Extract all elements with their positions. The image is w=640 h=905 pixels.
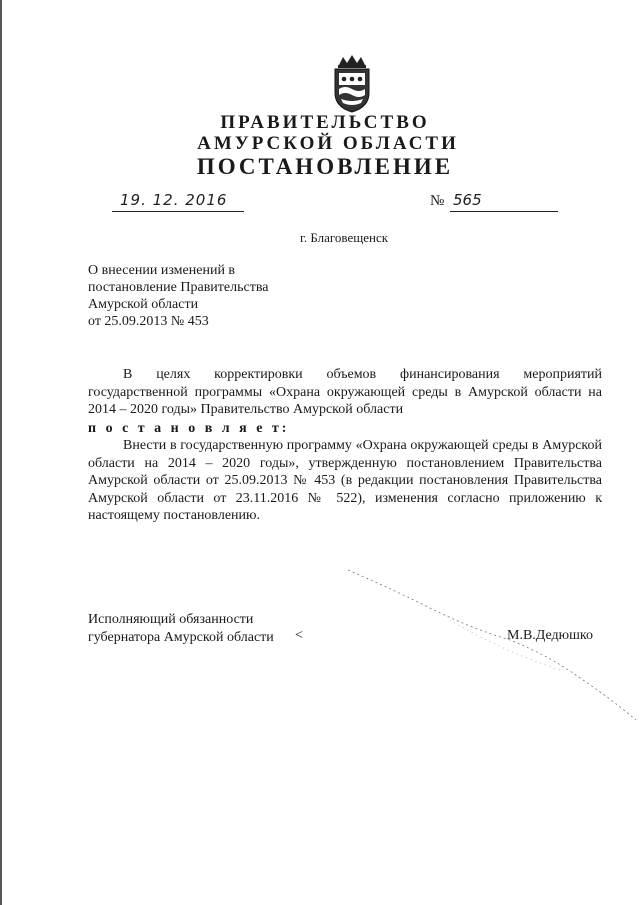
signature-scribble — [300, 560, 640, 760]
signer-position-line-1: Исполняющий обязанности — [88, 612, 254, 627]
coat-of-arms-icon — [327, 55, 377, 113]
subject-line: постановление Правительства — [88, 280, 269, 295]
preamble-paragraph: В целях корректировки объемов финансирования мероприятий государственной программы «Охрана окружающей среды в Амурской области на 2014 – 2020 годы» Правительство Амурской области — [88, 367, 602, 417]
document-type-title: ПОСТАНОВЛЕНИЕ — [196, 154, 454, 179]
document-subject — [88, 262, 268, 330]
subject-line: Амурской области — [88, 297, 199, 312]
signer-position — [88, 611, 274, 647]
subject-line: О внесении изменений в — [88, 263, 236, 278]
signature-mark: < — [295, 628, 303, 643]
organization-name-line-1: ПРАВИТЕЛЬСТВО — [220, 112, 430, 133]
signer-position-line-2: губернатора Амурской области — [88, 630, 274, 645]
date-value: 19. 12. 2016 — [120, 191, 228, 209]
decree-word: п о с т а н о в л я е т: — [88, 420, 290, 436]
date-field — [112, 193, 244, 212]
organization-name-line-2: АМУРСКОЙ ОБЛАСТИ — [197, 133, 459, 154]
resolution-paragraph: Внести в государственную программу «Охрана окружающей среды в Амурской области на 2014 – 2020 годы», утвержденную постановлением Правительства Амурской области от 25.09.2013 № 453 (в редакции постановления Правительства Амурской области от 23.11.2016 № 522), изменения согласно приложению к настоящему постановлению. — [88, 438, 602, 523]
signer-name: М.В.Дедюшко — [507, 628, 593, 643]
subject-line: от 25.09.2013 № 453 — [88, 314, 209, 329]
number-field — [450, 193, 558, 212]
document-body — [88, 366, 602, 525]
scan-edge — [0, 0, 2, 905]
number-value: 565 — [453, 191, 482, 209]
city-name: г. Благовещенск — [299, 230, 389, 245]
number-label: № — [430, 193, 445, 209]
